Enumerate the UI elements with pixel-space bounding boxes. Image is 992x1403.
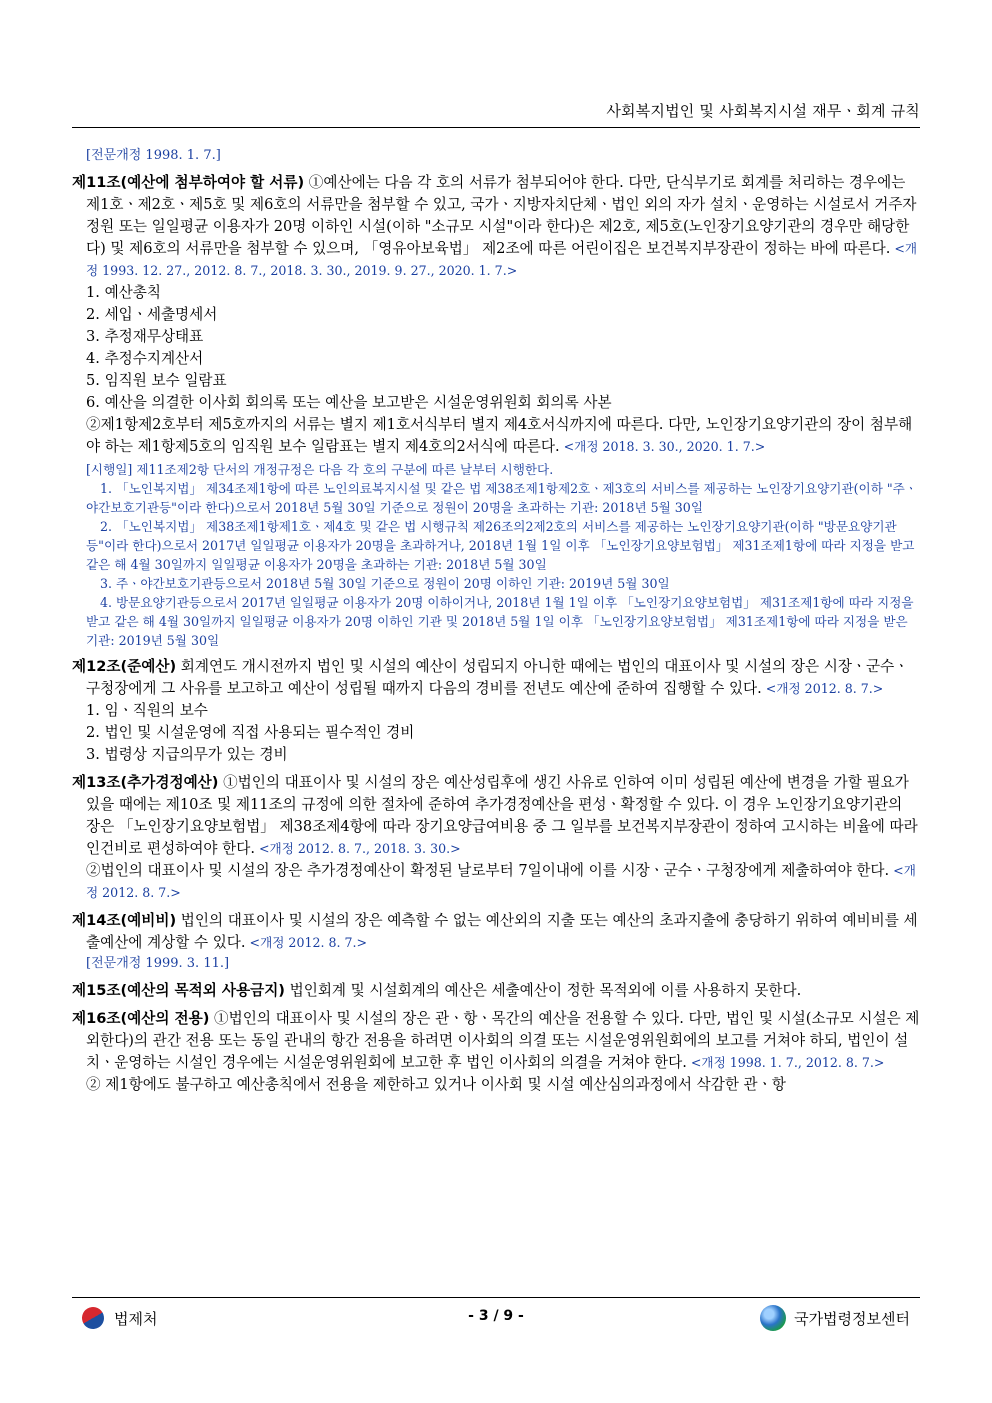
- footer-right: [760, 1305, 910, 1331]
- article-15: [72, 980, 920, 1002]
- article-13-para-2-amend: <개정 2012. 8. 7.>: [86, 863, 916, 900]
- page-header-title: 사회복지법인 및 사회복지시설 재무ㆍ회계 규칙: [606, 102, 920, 120]
- enforcement-item: 2. 「노인복지법」 제38조제1항제1호ㆍ제4호 및 같은 법 시행규칙 제26조의2제2호의 서비스를 제공하는 노인장기요양기관(이하 "방문요양기관등"이라 한다)으로서 2017년 일일평균 이용자가 20명을 초과하거나, 2018년 1월 1일 이후 「노인장기요양보험법」 제31조제1항에 따라 지정을 받고 같은 해 4월 30일까지 일일평균 이용자가 20명을 초과하는 기관: 2018년 5월 30일: [86, 519, 915, 572]
- list-item: 1. 예산총칙: [86, 284, 161, 301]
- article-14-amend: <개정 2012. 8. 7.>: [245, 935, 368, 950]
- list-item: 5. 임직원 보수 일람표: [86, 372, 227, 389]
- article-13-text: [72, 772, 920, 860]
- article-11-para-2-amend: <개정 2018. 3. 30., 2020. 1. 7.>: [559, 439, 766, 454]
- enforcement-date-head: [시행일] 제11조제2항 단서의 개정규정은 다음 각 호의 구분에 따른 날부터 시행한다.: [86, 462, 554, 477]
- article-13-amend: <개정 2012. 8. 7., 2018. 3. 30.>: [255, 841, 461, 856]
- page-number: - 3 / 9 -: [468, 1308, 524, 1324]
- article-11-title: 제11조(예산에 첨부하여야 할 서류): [72, 174, 305, 191]
- article-14-body: 법인의 대표이사 및 시설의 장은 예측할 수 없는 예산외의 지출 또는 예산의 초과지출에 충당하기 위하여 예비비를 세출예산에 계상할 수 있다.: [86, 912, 918, 951]
- article-11-para-2: [86, 414, 920, 458]
- page-footer: [72, 1303, 920, 1333]
- article-12-body: 회계연도 개시전까지 법인 및 시설의 예산이 성립되지 아니한 때에는 법인의 대표이사 및 시설의 장은 시장ㆍ군수ㆍ구청장에게 그 사유를 보고하고 예산이 성립될 때까지 다음의 경비를 전년도 예산에 준하여 집행할 수 있다.: [86, 658, 909, 697]
- enforcement-item: 3. 주ㆍ야간보호기관등으로서 2018년 5월 30일 기준으로 정원이 20명 이하인 기관: 2019년 5월 30일: [100, 576, 670, 591]
- footer-right-label: 국가법령정보센터: [794, 1309, 910, 1328]
- article-11-para-2-text: ②제1항제2호부터 제5호까지의 서류는 별지 제1호서식부터 별지 제4호서식까지에 따른다. 다만, 노인장기요양기관의 장이 첨부해야 하는 제1항제5호의 임직원 보수 일람표는 별지 제4호의2서식에 따른다.: [86, 416, 913, 455]
- article-16-title: 제16조(예산의 전용): [72, 1010, 210, 1027]
- footer-divider: [72, 1297, 920, 1298]
- header-divider: [72, 127, 920, 128]
- article-14-title: 제14조(예비비): [72, 912, 177, 929]
- article-14: [72, 910, 920, 974]
- article-11: [72, 172, 920, 650]
- enforcement-item: 1. 「노인복지법」 제34조제1항에 따른 노인의료복지시설 및 같은 법 제38조제1항제2호ㆍ제3호의 서비스를 제공하는 노인장기요양기관(이하 "주ㆍ야간보호기관등"이라 한다)으로서 2018년 5월 30일 기준으로 정원이 20명을 초과하는 기관: 2018년 5월 30일: [86, 481, 917, 515]
- list-item: 6. 예산을 의결한 이사회 회의록 또는 예산을 보고받은 시설운영위원회 회의록 사본: [86, 394, 612, 411]
- globe-logo-icon: [760, 1305, 786, 1331]
- article-13: [72, 772, 920, 904]
- list-item: 4. 추정수지계산서: [86, 350, 204, 367]
- article-15-title: 제15조(예산의 목적외 사용금지): [72, 982, 285, 999]
- list-item: 1. 임ㆍ직원의 보수: [86, 702, 208, 719]
- article-11-text: [72, 172, 920, 282]
- article-12: [72, 656, 920, 766]
- article-15-text: [72, 980, 920, 1002]
- article-11-body: ①예산에는 다음 각 호의 서류가 첨부되어야 한다. 다만, 단식부기로 회계를 처리하는 경우에는 제1호ㆍ제2호ㆍ제5호 및 제6호의 서류만을 첨부할 수 있고, 국가ㆍ지방자치단체ㆍ법인 외의 자가 설치ㆍ운영하는 시설로서 거주자 정원 또는 일일평균 이용자가 20명 이하인 시설(이하 "소규모 시설"이라 한다)은 제2호, 제5호(노인장기요양기관의 경우만 해당한다) 및 제6호의 서류만을 첨부할 수 있으며, 「영유아보육법」 제2조에 따른 어린이집은 보건복지부장관이 정하는 바에 따른다.: [86, 174, 917, 257]
- article-11-amend: <개정 1993. 12. 27., 2012. 8. 7., 2018. 3. 30., 2019. 9. 27., 2020. 1. 7.>: [86, 241, 918, 278]
- article-16-para-2: ② 제1항에도 불구하고 예산총칙에서 전용을 제한하고 있거나 이사회 및 시설 예산심의과정에서 삭감한 관ㆍ항: [86, 1076, 786, 1093]
- article-12-amend: <개정 2012. 8. 7.>: [761, 681, 884, 696]
- document-body: [72, 146, 920, 1096]
- article-12-text: [72, 656, 920, 700]
- preamble-note: [전문개정 1998. 1. 7.]: [86, 148, 221, 163]
- list-item: 3. 추정재무상태표: [86, 328, 204, 345]
- article-12-title: 제12조(준예산): [72, 658, 177, 675]
- article-16: [72, 1008, 920, 1096]
- article-13-body: ①법인의 대표이사 및 시설의 장은 예산성립후에 생긴 사유로 인하여 이미 성립된 예산에 변경을 가할 필요가 있을 때에는 제10조 및 제11조의 규정에 의한 절차에 준하여 추가경정예산을 편성ㆍ확정할 수 있다. 이 경우 노인장기요양기관의 장은 「노인장기요양보험법」 제38조제4항에 따라 장기요양급여비용 중 그 일부를 보건복지부장관이 정하여 고시하는 비율에 따라 인건비로 편성하여야 한다.: [86, 774, 918, 857]
- article-13-para-2-text: ②법인의 대표이사 및 시설의 장은 추가경정예산이 확정된 날로부터 7일이내에 이를 시장ㆍ군수ㆍ구청장에게 제출하여야 한다.: [86, 862, 890, 879]
- list-item: 2. 법인 및 시설운영에 직접 사용되는 필수적인 경비: [86, 724, 415, 741]
- list-item: 3. 법령상 지급의무가 있는 경비: [86, 746, 288, 763]
- article-16-text: [72, 1008, 920, 1074]
- article-14-note: [전문개정 1999. 3. 11.]: [86, 956, 230, 971]
- list-item: 2. 세입ㆍ세출명세서: [86, 306, 218, 323]
- enforcement-item: 4. 방문요양기관등으로서 2017년 일일평균 이용자가 20명 이하이거나, 2018년 1월 1일 이후 「노인장기요양보험법」 제31조제1항에 따라 지정을 받고 같은 해 4월 30일까지 일일평균 이용자가 20명 이하인 기관 및 2018년 5월 1일 이후 「노인장기요양보험법」 제31조제1항에 따라 지정을 받은 기관: 2019년 5월 30일: [86, 595, 914, 648]
- article-16-body: ①법인의 대표이사 및 시설의 장은 관ㆍ항ㆍ목간의 예산을 전용할 수 있다. 다만, 법인 및 시설(소규모 시설은 제외한다)의 관간 전용 또는 동일 관내의 항간 전용을 하려면 이사회의 의결 또는 시설운영위원회에의 보고를 거쳐야 하되, 법인이 설치ㆍ운영하는 시설인 경우에는 시설운영위원회에 보고한 후 법인 이사회의 의결을 거쳐야 한다.: [86, 1010, 920, 1071]
- footer-left-label: 법제처: [114, 1309, 158, 1328]
- article-15-body: 법인회계 및 시설회계의 예산은 세출예산이 정한 목적외에 이를 사용하지 못한다.: [284, 982, 802, 999]
- article-13-title: 제13조(추가경정예산): [72, 774, 219, 791]
- article-14-text: [72, 910, 920, 954]
- article-16-amend: <개정 1998. 1. 7., 2012. 8. 7.>: [686, 1055, 885, 1070]
- article-13-para-2: [86, 860, 920, 904]
